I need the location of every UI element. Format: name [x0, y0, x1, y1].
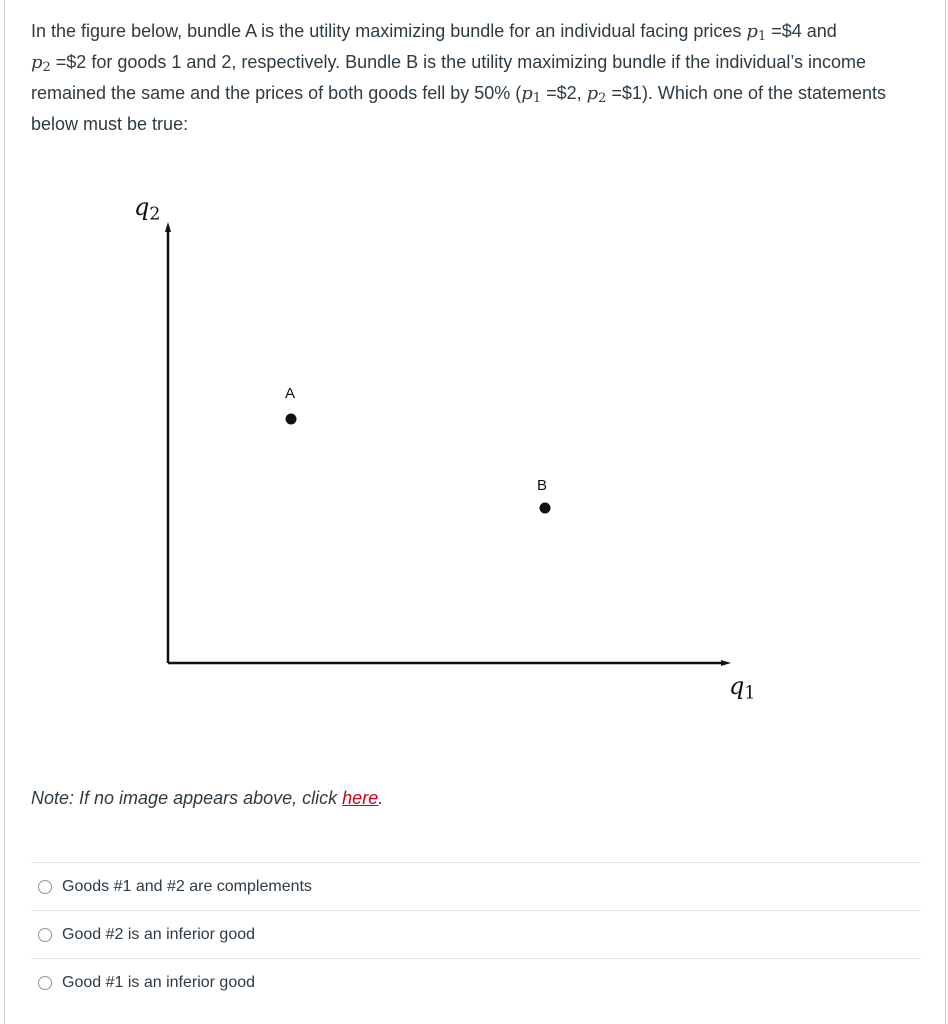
point-b-label: B	[537, 477, 548, 494]
radio-button[interactable]	[38, 976, 52, 990]
answer-label: Goods #1 and #2 are complements	[62, 877, 312, 895]
x-axis-label: $q_1$	[729, 672, 756, 704]
answer-label: Good #2 is an inferior good	[62, 925, 256, 943]
point-a-dot	[286, 414, 297, 425]
answer-option[interactable]	[31, 958, 921, 1006]
question-text: In the figure below, bundle A is the utility maximizing bundle for an individual facing prices $p_1$ =$4 and $p_2$ =$2 for goods 1 and 2, respectively. Bundle B is the utility maximizing bundle if the individual’s income remained the same and the prices of both goods fell by 50% ($p_1$ =$2, $p_2$ =$1). Which one of the statements below must be true:	[31, 21, 887, 134]
answer-label: Good #1 is an inferior good	[62, 973, 256, 991]
answer-option[interactable]	[31, 862, 921, 910]
answer-option[interactable]	[31, 910, 921, 958]
price-p1-new: $p_1$	[521, 83, 542, 107]
radio-button[interactable]	[38, 928, 52, 942]
y-axis-label: $q_2$	[134, 193, 161, 225]
image-note: Note: If no image appears above, click here.	[31, 788, 384, 808]
radio-button[interactable]	[38, 880, 52, 894]
y-axis-arrow	[165, 222, 171, 232]
point-a-label: A	[285, 385, 296, 402]
x-axis-arrow	[721, 660, 731, 666]
answer-list	[31, 862, 921, 1006]
price-p2: $p_2$	[31, 52, 51, 76]
here-link[interactable]: here	[342, 788, 379, 808]
price-p2-new: $p_2$	[586, 83, 607, 107]
point-b-dot	[540, 503, 551, 514]
price-p1: $p_1$	[746, 21, 767, 45]
